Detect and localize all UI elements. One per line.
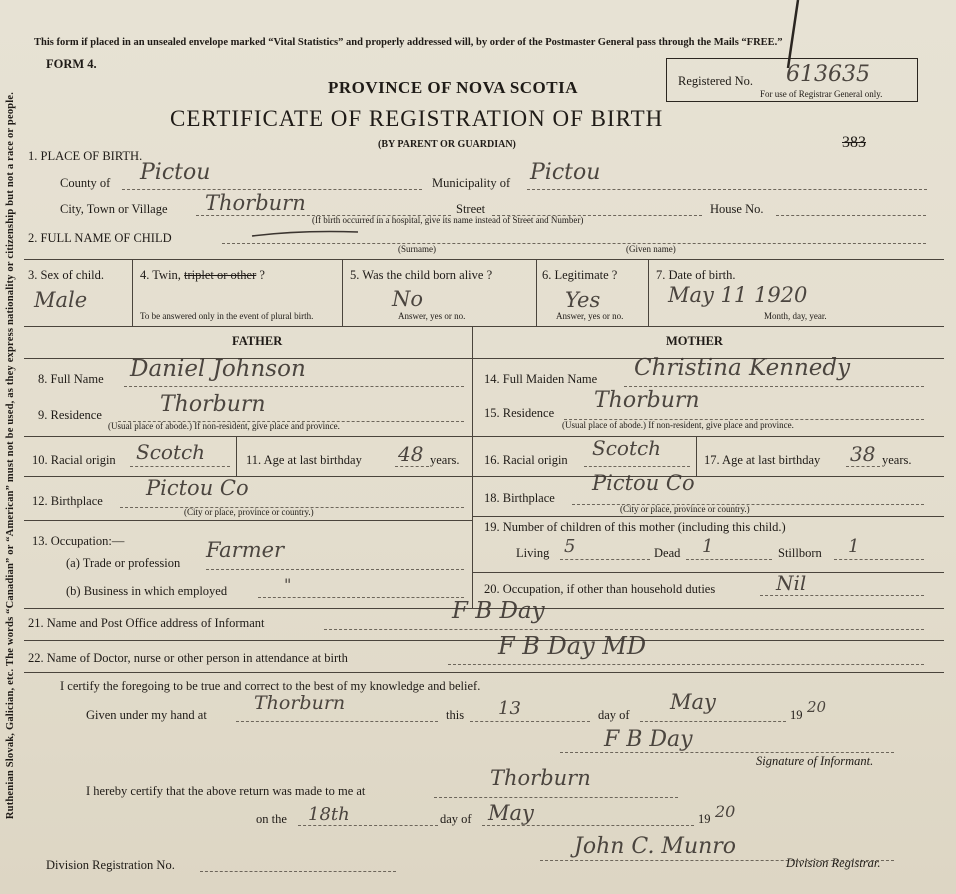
dob-value: May 11 1920 bbox=[668, 283, 808, 307]
given-month-value: May bbox=[670, 690, 716, 714]
doctor-label: 22. Name of Doctor, nurse or other person in attendance at birth bbox=[28, 651, 348, 665]
sex-label: 3. Sex of child. bbox=[28, 268, 105, 282]
mother-age-value: 38 bbox=[850, 442, 876, 466]
given-dayof-label: day of bbox=[598, 708, 630, 722]
father-heading: FATHER bbox=[232, 334, 283, 348]
mother-years-label: years. bbox=[882, 453, 912, 467]
informant-value: F B Day bbox=[452, 598, 545, 624]
dob-label: 7. Date of birth. bbox=[656, 268, 736, 282]
father-business-label: (b) Business in which employed bbox=[66, 584, 228, 598]
informant-signature: F B Day bbox=[604, 727, 693, 752]
father-birthplace-note: (City or place, province or country.) bbox=[184, 507, 314, 517]
dead-label: Dead bbox=[654, 546, 681, 560]
mother-race-label: 16. Racial origin bbox=[484, 453, 568, 467]
registered-no-label: Registered No. bbox=[678, 74, 753, 88]
registrar-signature: John C. Munro bbox=[574, 834, 737, 859]
given-year-suffix: 20 bbox=[807, 698, 827, 716]
house-no-label: House No. bbox=[710, 202, 764, 216]
province-heading: PROVINCE OF NOVA SCOTIA bbox=[328, 78, 579, 97]
legitimate-label: 6. Legitimate ? bbox=[542, 268, 618, 282]
mother-birthplace-label: 18. Birthplace bbox=[484, 491, 555, 505]
mother-occupation-value: Nil bbox=[776, 571, 807, 595]
county-label: County of bbox=[60, 176, 111, 190]
stillborn-value: 1 bbox=[848, 536, 860, 557]
dob-note: Month, day, year. bbox=[764, 311, 827, 321]
given-place-value: Thorburn bbox=[254, 692, 346, 714]
mother-residence-value: Thorburn bbox=[594, 388, 700, 413]
city-label: City, Town or Village bbox=[60, 202, 168, 216]
child-name-label: 2. FULL NAME OF CHILD bbox=[28, 231, 172, 245]
postal-notice: This form if placed in an unsealed envelope marked “Vital Statistics” and properly addressed will, by order of the Postmaster General pass through the Mails “FREE.” bbox=[34, 37, 783, 48]
living-value: 5 bbox=[564, 536, 576, 557]
division-registrar-label: Division Registrar. bbox=[786, 856, 881, 870]
registrar-year-prefix: 19 bbox=[698, 812, 711, 826]
given-year-prefix: 19 bbox=[790, 708, 803, 722]
father-race-value: Scotch bbox=[136, 440, 206, 464]
this-label: this bbox=[446, 708, 465, 722]
registered-number: 613635 bbox=[786, 62, 870, 87]
certificate-title: CERTIFICATE OF REGISTRATION OF BIRTH bbox=[170, 106, 664, 131]
given-name-hint: (Given name) bbox=[626, 244, 676, 254]
municipality-label: Municipality of bbox=[432, 176, 511, 190]
mother-birthplace-note: (City or place, province or country.) bbox=[620, 504, 750, 514]
doctor-value: F B Day MD bbox=[498, 632, 647, 660]
mother-residence-note: (Usual place of abode.) If non-resident, give place and province. bbox=[562, 420, 794, 430]
mother-name-value: Christina Kennedy bbox=[634, 355, 851, 381]
registrar-dayof-label: day of bbox=[440, 812, 472, 826]
on-the-label: on the bbox=[256, 812, 287, 826]
registrar-year-suffix: 20 bbox=[715, 802, 736, 821]
mother-race-value: Scotch bbox=[592, 436, 662, 460]
hospital-note: (If birth occurred in a hospital, give its name instead of Street and Number) bbox=[312, 215, 584, 225]
street-label: Street bbox=[456, 202, 486, 216]
mother-children-label: 19. Number of children of this mother (including this child.) bbox=[484, 520, 786, 534]
father-name-value: Daniel Johnson bbox=[130, 356, 306, 382]
plural-birth-note: To be answered only in the event of plural birth. bbox=[140, 311, 314, 321]
registrar-use-note: For use of Registrar General only. bbox=[760, 89, 883, 99]
born-alive-note: Answer, yes or no. bbox=[398, 311, 466, 321]
father-trade-label: (a) Trade or profession bbox=[66, 556, 181, 570]
place-of-birth-label: 1. PLACE OF BIRTH. bbox=[28, 149, 143, 163]
living-label: Living bbox=[516, 546, 550, 560]
father-residence-value: Thorburn bbox=[160, 392, 266, 417]
father-age-label: 11. Age at last birthday bbox=[246, 453, 362, 467]
mother-occupation-label: 20. Occupation, if other than household duties bbox=[484, 582, 716, 596]
father-occupation-label: 13. Occupation:— bbox=[32, 534, 125, 548]
father-race-label: 10. Racial origin bbox=[32, 453, 116, 467]
given-under-label: Given under my hand at bbox=[86, 708, 207, 722]
mother-residence-label: 15. Residence bbox=[484, 406, 555, 420]
pen-stroke-mark bbox=[780, 0, 800, 70]
father-birthplace-label: 12. Birthplace bbox=[32, 494, 103, 508]
certify-statement: I certify the foregoing to be true and correct to the best of my knowledge and belief. bbox=[60, 679, 481, 693]
registrar-month-value: May bbox=[488, 801, 534, 825]
mother-name-label: 14. Full Maiden Name bbox=[484, 372, 598, 386]
born-alive-label: 5. Was the child born alive ? bbox=[350, 268, 493, 282]
father-business-value: " bbox=[284, 575, 292, 594]
mother-heading: MOTHER bbox=[666, 334, 723, 348]
crossed-number: 383 bbox=[842, 134, 866, 151]
registrar-place-value: Thorburn bbox=[490, 766, 591, 790]
registrar-statement: I hereby certify that the above return was made to me at bbox=[86, 784, 366, 798]
sex-value: Male bbox=[34, 288, 88, 312]
name-pen-stroke bbox=[250, 228, 360, 240]
certificate-subtitle: (BY PARENT OR GUARDIAN) bbox=[378, 139, 516, 150]
born-alive-value: No bbox=[392, 287, 424, 311]
informant-label: 21. Name and Post Office address of Informant bbox=[28, 616, 265, 630]
father-age-value: 48 bbox=[398, 442, 424, 466]
city-value: Thorburn bbox=[205, 191, 306, 215]
side-note: Ruthenian Slovak, Galician, etc. The words “Canadian” or “American” must not be used, as they express nationality or citizenship but not a race or people. bbox=[5, 91, 17, 819]
form-number: FORM 4. bbox=[46, 57, 97, 71]
mother-age-label: 17. Age at last birthday bbox=[704, 453, 821, 467]
father-trade-value: Farmer bbox=[206, 538, 285, 562]
dead-value: 1 bbox=[702, 536, 714, 557]
father-birthplace-value: Pictou Co bbox=[146, 476, 249, 500]
father-residence-label: 9. Residence bbox=[38, 408, 102, 422]
plural-birth-label: 4. Twin, triplet or other ? bbox=[140, 268, 265, 282]
legitimate-value: Yes bbox=[565, 288, 601, 312]
division-registration-label: Division Registration No. bbox=[46, 858, 175, 872]
municipality-value: Pictou bbox=[530, 160, 601, 185]
mother-birthplace-value: Pictou Co bbox=[592, 471, 695, 495]
father-name-label: 8. Full Name bbox=[38, 372, 104, 386]
stillborn-label: Stillborn bbox=[778, 546, 822, 560]
surname-hint: (Surname) bbox=[398, 244, 436, 254]
registrar-day-value: 18th bbox=[308, 804, 350, 825]
county-value: Pictou bbox=[140, 160, 211, 185]
given-day-value: 13 bbox=[498, 698, 521, 719]
informant-signature-label: Signature of Informant. bbox=[756, 754, 874, 768]
legitimate-note: Answer, yes or no. bbox=[556, 311, 624, 321]
father-years-label: years. bbox=[430, 453, 460, 467]
father-residence-note: (Usual place of abode.) If non-resident, give place and province. bbox=[108, 421, 340, 431]
